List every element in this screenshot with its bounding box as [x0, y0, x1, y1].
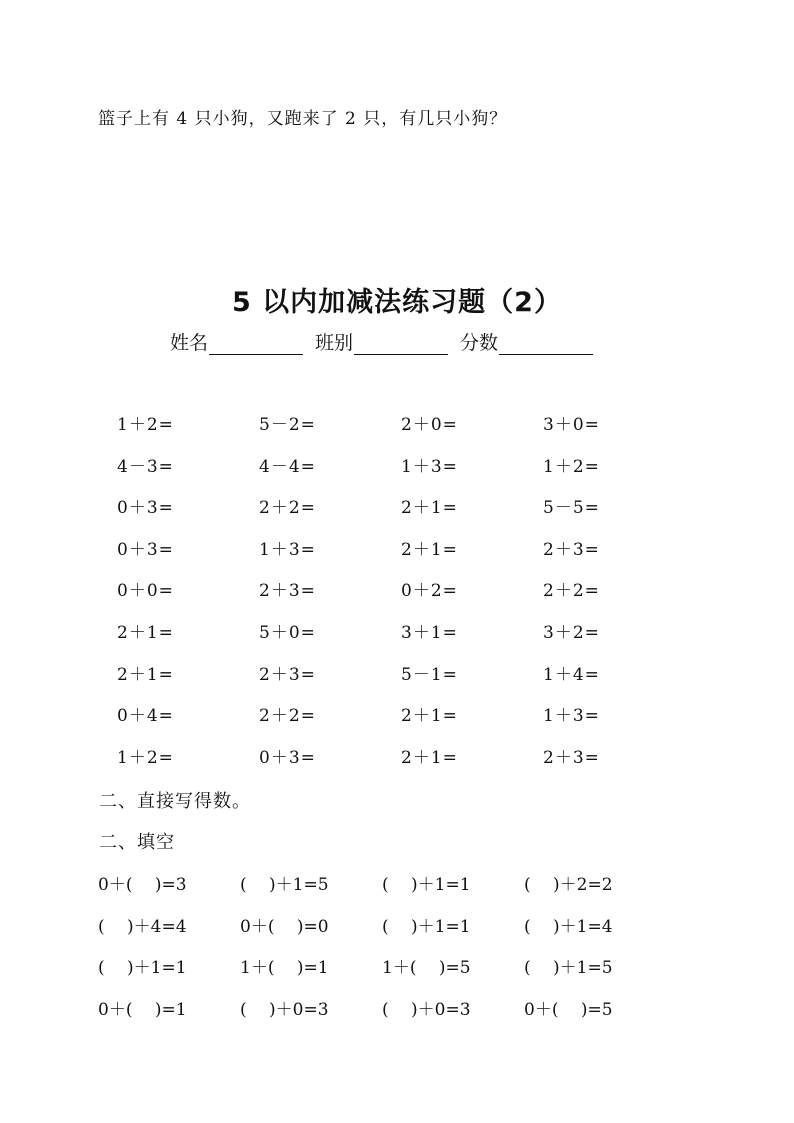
section-heading-fill: 二、填空 [99, 832, 175, 853]
problem-item: 1＋3= [401, 456, 458, 477]
problem-item: 5－2= [259, 415, 316, 435]
problem-item: 3＋1= [401, 622, 458, 643]
fill-row [98, 953, 718, 995]
fill-item: ( )＋0=3 [382, 999, 471, 1020]
name-label: 姓名 [170, 332, 209, 354]
problem-row [117, 452, 717, 494]
problem-item: 1＋2= [117, 415, 174, 435]
problem-item: 0＋3= [117, 498, 174, 519]
problem-row [117, 701, 717, 743]
fill-item: ( )＋1=1 [382, 916, 471, 937]
problem-item: 2＋1= [117, 664, 174, 685]
problem-item: 1＋2= [543, 456, 600, 477]
section-heading-direct: 二、直接写得数。 [99, 791, 251, 812]
problem-item: 4－3= [117, 456, 174, 477]
problem-row [117, 410, 717, 452]
problem-item: 1＋2= [117, 747, 174, 768]
problem-item: 2＋1= [401, 706, 458, 727]
class-blank [354, 334, 448, 355]
fill-item: ( )＋1=1 [382, 875, 471, 895]
problem-item: 2＋2= [259, 706, 316, 727]
class-label: 班别 [315, 332, 354, 354]
fill-item: 0＋( )=1 [98, 999, 187, 1020]
problem-item: 2＋3= [543, 747, 600, 768]
problem-item: 1＋3= [259, 539, 316, 560]
problem-item: 2＋2= [543, 581, 600, 602]
problem-row [117, 660, 717, 702]
problem-item: 0＋3= [259, 747, 316, 768]
fill-item: 0＋( )=5 [524, 999, 613, 1020]
fill-row [98, 912, 718, 954]
fill-grid [98, 870, 718, 1036]
class-field [315, 328, 448, 355]
problem-item: 4－4= [259, 456, 316, 477]
problem-item: 5＋0= [259, 622, 316, 643]
name-field [170, 328, 303, 355]
fill-item: 0＋( )=0 [240, 916, 329, 937]
problem-row [117, 576, 717, 618]
fill-item: ( )＋1=5 [240, 875, 329, 895]
problem-item: 2＋1= [401, 498, 458, 519]
fill-item: 1＋( )=5 [382, 958, 471, 979]
problem-item: 5－5= [543, 498, 600, 519]
problem-item: 0＋3= [117, 539, 174, 560]
problem-item: 2＋1= [401, 747, 458, 768]
problem-row [117, 743, 717, 785]
fill-item: 0＋( )=3 [98, 875, 187, 895]
score-blank [499, 334, 593, 355]
problem-item: 2＋3= [543, 539, 600, 560]
fill-row [98, 870, 718, 912]
fill-item: 1＋( )=1 [240, 958, 329, 979]
problem-row [117, 618, 717, 660]
score-field [460, 328, 593, 355]
problem-row [117, 493, 717, 535]
problem-item: 2＋0= [401, 415, 458, 435]
problem-item: 3＋2= [543, 622, 600, 643]
problem-item: 2＋1= [401, 539, 458, 560]
student-info [170, 328, 593, 355]
fill-item: ( )＋2=2 [524, 875, 613, 895]
problem-item: 0＋2= [401, 581, 458, 602]
fill-item: ( )＋1=5 [524, 958, 613, 979]
intro-question: 篮子上有 4 只小狗，又跑来了 2 只，有几只小狗？ [98, 109, 508, 129]
problem-item: 3＋0= [543, 415, 600, 435]
fill-row [98, 995, 718, 1037]
problem-item: 2＋2= [259, 498, 316, 519]
fill-item: ( )＋1=4 [524, 916, 613, 937]
score-label: 分数 [460, 332, 499, 354]
problem-item: 1＋4= [543, 664, 600, 685]
problem-item: 2＋3= [259, 664, 316, 685]
fill-item: ( )＋4=4 [98, 916, 187, 937]
fill-item: ( )＋1=1 [98, 958, 187, 979]
page-title: 5 以内加减法练习题（2） [232, 287, 562, 318]
problem-item: 1＋3= [543, 706, 600, 727]
problem-row [117, 535, 717, 577]
problem-item: 2＋3= [259, 581, 316, 602]
problem-item: 0＋4= [117, 706, 174, 727]
problem-grid [117, 410, 717, 784]
problem-item: 5－1= [401, 664, 458, 685]
problem-item: 2＋1= [117, 622, 174, 643]
name-blank [209, 334, 303, 355]
problem-item: 0＋0= [117, 581, 174, 602]
fill-item: ( )＋0=3 [240, 999, 329, 1020]
